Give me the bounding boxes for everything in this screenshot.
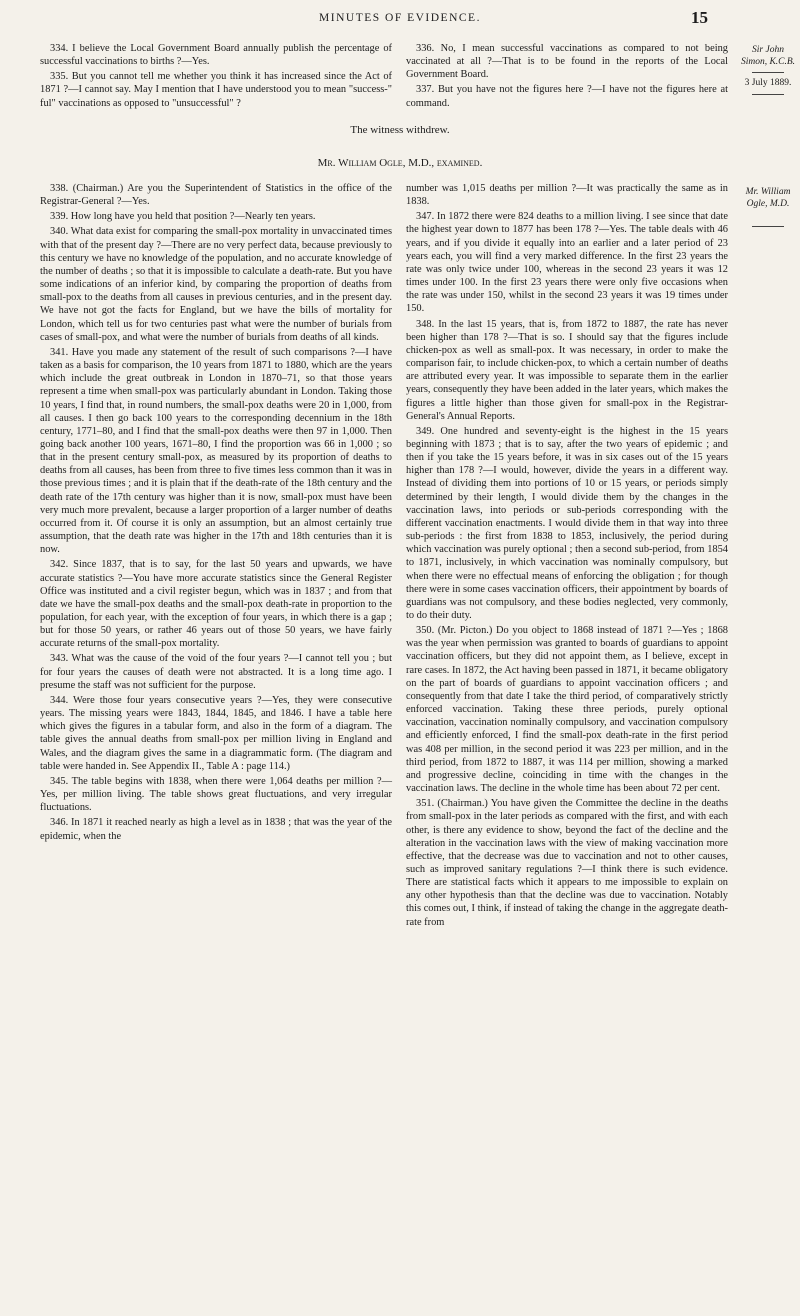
margin-date: 3 July 1889. xyxy=(744,78,792,88)
paragraph: number was 1,015 deaths per million ?—It was practically the same as in 1838. xyxy=(406,183,728,208)
paragraph: 347. In 1872 there were 824 deaths to a million living. I see since that date the highest year down to 1877 has been 178 ?—Yes. The table deals with 46 years, and if you divide it equally into an earlier and a later period of 23 years each, you will find a very marked difference. In the first 23 years the rate was only twice under 100, whereas in the second 23 years it was 12 times under 100. In the first 23 years there were only five occasions when the rate was under 150, whilst in the second 23 years it was 19 times under 150. xyxy=(406,211,728,315)
running-title: MINUTES OF EVIDENCE. xyxy=(319,12,481,24)
paragraph: 335. But you cannot tell me whether you think it has increased since the Act of 1871 ?—I cannot say. May I mention that I have understood you to mean "success-" ful" vaccinations as opposed to "unsuccessful" ? xyxy=(40,71,392,109)
paragraph: 336. No, I mean successful vaccinations as compared to not being vaccinated at all ?—That is to be found in the reports of the Local Government Board. xyxy=(406,43,728,81)
paragraph: 340. What data exist for comparing the small-pox mortality in unvaccinated times with that of the present day ?—There are no very perfect data, because previously to this century we have no knowledge of the population, and no accurate knowledge of the number of deaths ; so that it is impossible to calculate a death-rate. But you have some indications of an inferior kind, by comparing the proportion of deaths from small-pox to the deaths from all causes in previous centuries, and in the present day. We have not got the facts for England, but we have the bills of mortality for London, which tell us for two centuries past what were the number of burials from cases of small-pox, and what were the number of burials from deaths of all kinds. xyxy=(40,226,392,343)
paragraph: 338. (Chairman.) Are you the Superintendent of Statistics in the office of the Registrar-General ?—Yes. xyxy=(40,183,392,208)
paragraph: 343. What was the cause of the void of the four years ?—I cannot tell you ; but for four years the causes of death were not abstracted. It is a long time ago. I presume the staff was not sufficient for the purpose. xyxy=(40,653,392,691)
top-right-column xyxy=(406,42,728,110)
margin-witness-ogle: Mr. William Ogle, M.D. xyxy=(745,187,791,209)
paragraph: 348. In the last 15 years, that is, from 1872 to 1887, the rate has never been higher than 178 ?—That is so. I should say that the figures include chicken-pox as well as small-pox. It was necessary, in order to make the comparison fair, to include chicken-pox, to which a certain number of deaths are attributed every year. It was impossible to separate them in the earlier years, consequently they have been added in the later years, which makes the figures a little higher than those given for small-pox in the Registrar-General's Annual Reports. xyxy=(406,318,728,422)
left-main-column xyxy=(40,182,392,843)
paragraph: 346. In 1871 it reached nearly as high a level as in 1838 ; that was the year of the epidemic, when the xyxy=(40,817,392,842)
paragraph: 351. (Chairman.) You have given the Committee the decline in the deaths from small-pox in the later periods as compared with the first, and with each other, is there any evidence to show, beyond the fact of the decline and the alteration in the vaccination laws with the view of making vaccination more effective, that the decrease was due to vaccination and not to other causes, such as improved sanitary regulations ?—I think there is such evidence. There are statistical facts which it appears to me impossible to explain on any other hypothesis than that the decline was due to vaccination. Notably this comes out, I think, if instead of taking the change in the aggregate death-rate from xyxy=(406,798,728,928)
margin-rule xyxy=(752,226,784,227)
witness-withdrew-note: The witness withdrew. xyxy=(350,124,450,136)
margin-rule xyxy=(752,94,784,95)
paragraph: 345. The table begins with 1838, when there were 1,064 deaths per million ?—Yes, per million living. The table shows great fluctuations, and very irregular fluctuations. xyxy=(40,775,392,814)
page-header xyxy=(0,8,800,30)
paragraph: 341. Have you made any statement of the result of such comparisons ?—I have taken as a basis for comparison, the 10 years from 1871 to 1880, which are the years which include the great outbreak in London in 1870–71, so that those years represent a time when small-pox was particularly abundant in London. Taking those 10 years, I find that, in round numbers, the small-pox deaths were 20 in 1,000, from all causes. I then go back 100 years to the corresponding decennium in the 18th century, 1771–80, and I find that the small-pox deaths were then 97 in 1,000. Then going back another 100 years, 1671–80, I find the proportion was 66 in 1,000 ; so that in the present century small-pox, as measured by its proportion of deaths to deaths from all causes, has been from three to five times less common than it was in those previous times ; and it is plain that if the death-rate of the 18th century and the death rate of the 17th century was higher than it is now, small-pox must have been very much more prevalent, because a larger proportion of a larger number of deaths occurred from it. Of course it is only an assumption, but an almost certainly true assumption, that the death rate was higher in the 17th and 18th centuries than it is now. xyxy=(40,346,392,556)
paragraph: 334. I believe the Local Government Board annually publish the percentage of successful vaccinations to births ?—Yes. xyxy=(40,43,392,68)
top-left-column xyxy=(40,42,392,110)
paragraph: 350. (Mr. Picton.) Do you object to 1868 instead of 1871 ?—Yes ; 1868 was the year when permission was granted to boards of guardians to appoint vaccination officers, but they did not appoint them, as I believe, except in rare cases. In 1872, the Act having been passed in 1871, it became obligatory on the part of boards of guardians to appoint vaccination officers ; and consequently from that date I take the third period, of comparatively strictly enforced vaccination. Taking these three periods, purely optional vaccination, vaccination nominally compulsory, and vaccination compulsory and efficiently enforced, I find the small-pox death-rate in the first period was 408 per million, in the second period it was 223 per million, and in the third period, from 1872 to 1887, it was 114 per million, showing a marked and progressive decline, coinciding in time with the changes in the vaccination laws. The decline in the whole time has been about 72 per cent. xyxy=(406,625,728,795)
margin-witness-simon: Sir John Simon, K.C.B. xyxy=(740,45,796,67)
witness-examined-heading: Mr. William Ogle, M.D., examined. xyxy=(317,157,483,169)
page-number: 15 xyxy=(691,8,708,27)
paragraph: 342. Since 1837, that is to say, for the last 50 years and upwards, we have accurate statistics ?—You have more accurate statistics since the General Register Office was instituted and a civil register begun, which was in 1837 ; and from that date we have the small-pox deaths and the small-pox death-rate in proportion to the population, for each year, with the exception of four years, in which there is a gap ; but for those 50 years, or rather 46 years out of those 50 years, we have fairly accurate returns of the small-pox mortality. xyxy=(40,559,392,650)
right-main-column xyxy=(406,182,728,929)
margin-rule xyxy=(752,72,784,73)
paragraph: 349. One hundred and seventy-eight is the highest in the 15 years beginning with 1873 ; that is to say, after the two years of epidemic ; and then if you take the 15 years before, it was in six cases out of the 15 years higher than 178 ?—I would, however, divide the years in a different way. Instead of dividing them into portions of 10 or 15 years, or periods simply determined by their length, I would divide them by the changes in the vaccination laws, into periods or sub-periods corresponding with the different vaccination enactments. I would divide them in that way into three sub-periods : the first from 1838 to 1853, inclusively, the period during which vaccination was purely optional ; then a second sub-period, from 1854 to 1871, inclusively, in which vaccination was nominally compulsory, but when there were no effectual means of enforcing the obligation ; for though there were in some cases vaccination officers, their appointment by boards of guardians was not compulsory, and these bodies neglected, very commonly, to do their duty. xyxy=(406,425,728,621)
paragraph: 337. But you have not the figures here ?—I have not the figures here at command. xyxy=(406,84,728,109)
paragraph: 344. Were those four years consecutive years ?—Yes, they were consecutive years. The missing years were 1843, 1844, 1845, and 1846. I have a table here which gives the figures in a tabular form, and also in the form of a diagram. The table gives the annual deaths from small-pox per million living in England and Wales, and the diagram gives the same in a diagrammatic form. (The diagram and table were handed in. See Appendix II., Table A : page 114.) xyxy=(40,694,392,772)
paragraph: 339. How long have you held that position ?—Nearly ten years. xyxy=(50,211,316,223)
